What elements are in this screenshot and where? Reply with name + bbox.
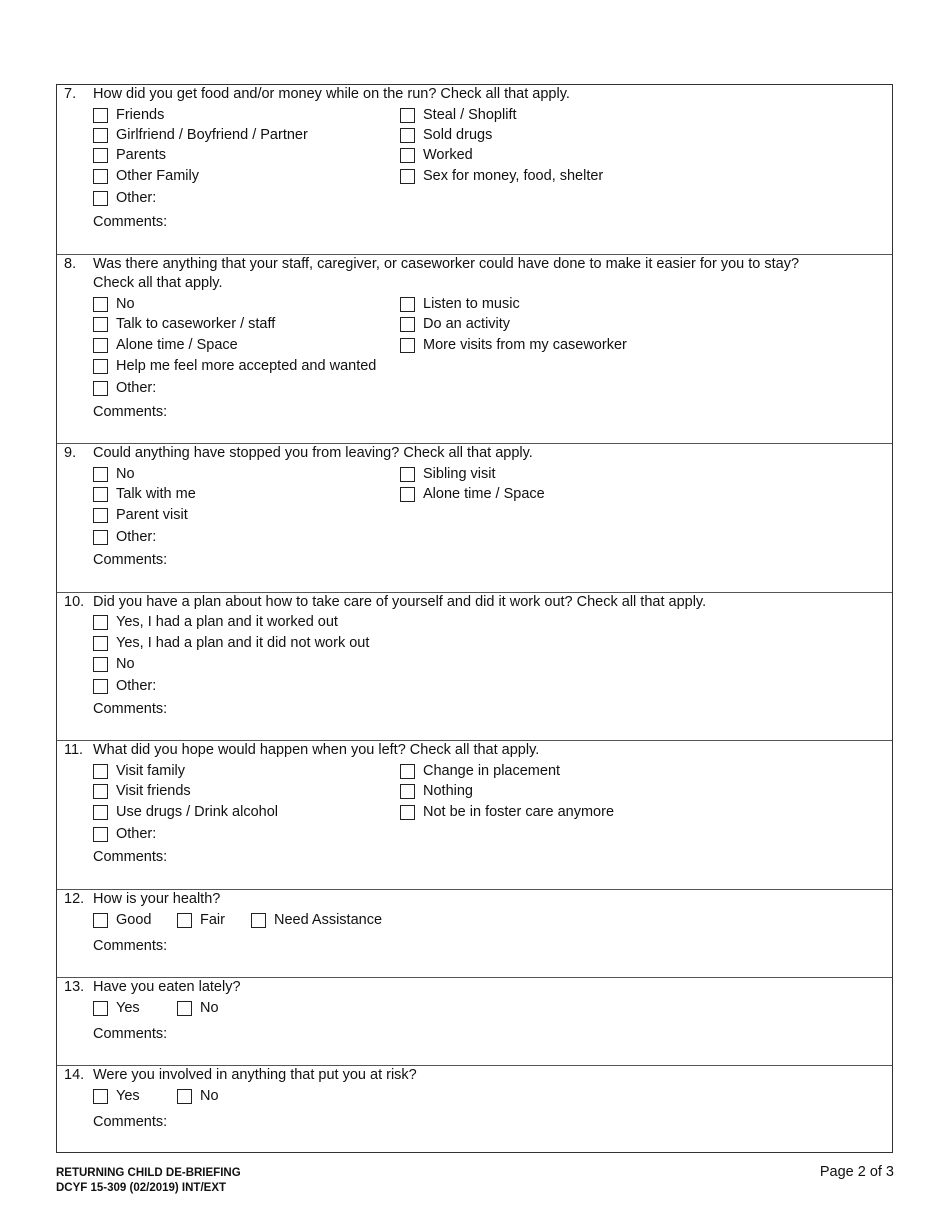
question-number: 12. xyxy=(64,891,85,907)
option-label: Sex for money, food, shelter xyxy=(423,168,604,184)
option-label: Yes xyxy=(116,1088,140,1104)
question-number: 11. xyxy=(64,742,84,758)
option-label: Girlfriend / Boyfriend / Partner xyxy=(116,127,308,143)
question-instruction: Check all that apply. xyxy=(93,275,223,291)
option-label: Parents xyxy=(116,147,166,163)
option-sibling-visit[interactable] xyxy=(400,465,496,483)
checkbox[interactable] xyxy=(93,615,108,630)
checkbox[interactable] xyxy=(93,679,108,694)
option-more-visits[interactable] xyxy=(400,336,627,354)
option-partner[interactable] xyxy=(93,126,308,144)
checkbox[interactable] xyxy=(93,467,108,482)
option-label: Visit family xyxy=(116,763,186,779)
checkbox[interactable] xyxy=(93,359,108,374)
checkbox[interactable] xyxy=(400,108,415,123)
question-text: How did you get food and/or money while on the run? Check all that apply. xyxy=(93,86,570,102)
question-text: How is your health? xyxy=(93,891,221,907)
checkbox[interactable] xyxy=(400,297,415,312)
option-label: No xyxy=(200,1088,219,1104)
option-parent-visit[interactable] xyxy=(93,506,188,524)
option-nothing[interactable] xyxy=(400,782,473,800)
option-no[interactable] xyxy=(93,295,135,313)
question-text: Was there anything that your staff, caregiver, or caseworker could have done to make it easier for you to stay? xyxy=(93,256,800,272)
checkbox[interactable] xyxy=(93,169,108,184)
option-friends[interactable] xyxy=(93,106,164,124)
option-talk-to-caseworker[interactable] xyxy=(93,315,275,333)
comments-label: Comments: xyxy=(93,552,168,568)
checkbox[interactable] xyxy=(93,297,108,312)
question-14 xyxy=(57,1066,892,1154)
question-number: 8. xyxy=(64,256,77,272)
option-label: Other: xyxy=(116,826,157,842)
option-other[interactable] xyxy=(93,825,156,843)
question-12 xyxy=(57,890,892,978)
option-need-assistance[interactable] xyxy=(251,911,382,929)
checkbox[interactable] xyxy=(93,636,108,651)
question-11 xyxy=(57,741,892,890)
checkbox[interactable] xyxy=(93,764,108,779)
comments-label: Comments: xyxy=(93,938,168,954)
checkbox[interactable] xyxy=(400,128,415,143)
question-number: 10. xyxy=(64,594,85,610)
form-footer xyxy=(56,1166,241,1196)
option-label: Other: xyxy=(116,678,157,694)
checkbox[interactable] xyxy=(93,317,108,332)
checkbox[interactable] xyxy=(93,487,108,502)
question-text: What did you hope would happen when you left? Check all that apply. xyxy=(93,742,540,758)
option-plan-did-not-work[interactable] xyxy=(93,634,369,652)
option-plan-worked[interactable] xyxy=(93,613,338,631)
option-label: No xyxy=(116,656,135,672)
checkbox[interactable] xyxy=(400,784,415,799)
option-label: Steal / Shoplift xyxy=(423,107,517,123)
question-7 xyxy=(57,85,892,255)
option-label: Sold drugs xyxy=(423,127,493,143)
option-label: Talk to caseworker / staff xyxy=(116,316,276,332)
comments-label: Comments: xyxy=(93,849,168,865)
checkbox[interactable] xyxy=(251,913,266,928)
question-text: Were you involved in anything that put you at risk? xyxy=(93,1067,417,1083)
option-yes[interactable] xyxy=(93,999,140,1017)
option-talk-with-me[interactable] xyxy=(93,485,196,503)
option-label: Nothing xyxy=(423,783,473,799)
checkbox[interactable] xyxy=(400,148,415,163)
option-label: Help me feel more accepted and wanted xyxy=(116,358,377,374)
checkbox[interactable] xyxy=(400,169,415,184)
checkbox[interactable] xyxy=(93,913,108,928)
question-number: 14. xyxy=(64,1067,85,1083)
question-number: 7. xyxy=(64,86,77,102)
option-label: Other: xyxy=(116,190,157,206)
option-label: No xyxy=(200,1000,219,1016)
comments-label: Comments: xyxy=(93,1114,168,1130)
option-parents[interactable] xyxy=(93,146,166,164)
option-worked[interactable] xyxy=(400,146,473,164)
option-label: Yes, I had a plan and it did not work out xyxy=(116,635,370,651)
checkbox[interactable] xyxy=(93,381,108,396)
option-label: Other Family xyxy=(116,168,199,184)
option-label: More visits from my caseworker xyxy=(423,337,627,353)
checkbox[interactable] xyxy=(400,317,415,332)
option-listen-to-music[interactable] xyxy=(400,295,520,313)
option-visit-family[interactable] xyxy=(93,762,185,780)
comments-label: Comments: xyxy=(93,404,168,420)
checkbox[interactable] xyxy=(93,128,108,143)
page-number: Page 2 of 3 xyxy=(819,1164,894,1180)
option-label: Do an activity xyxy=(423,316,511,332)
option-no[interactable] xyxy=(177,1087,219,1105)
question-text: Have you eaten lately? xyxy=(93,979,241,995)
comments-label: Comments: xyxy=(93,701,168,717)
option-label: Sibling visit xyxy=(423,466,496,482)
checkbox[interactable] xyxy=(177,1089,192,1104)
checkbox[interactable] xyxy=(93,338,108,353)
form-title: RETURNING CHILD DE-BRIEFING xyxy=(56,1167,241,1179)
comments-label: Comments: xyxy=(93,1026,168,1042)
option-steal[interactable] xyxy=(400,106,517,124)
option-label: Other: xyxy=(116,529,157,545)
checkbox[interactable] xyxy=(93,784,108,799)
checkbox[interactable] xyxy=(93,108,108,123)
checkbox[interactable] xyxy=(93,657,108,672)
question-text: Could anything have stopped you from leaving? Check all that apply. xyxy=(93,445,533,461)
option-label: Worked xyxy=(423,147,473,163)
question-9 xyxy=(57,444,892,593)
option-other-family[interactable] xyxy=(93,167,199,185)
option-label: No xyxy=(116,466,135,482)
option-no[interactable] xyxy=(93,465,135,483)
option-alone-time[interactable] xyxy=(93,336,238,354)
option-sex-for-money[interactable] xyxy=(400,167,603,185)
option-yes[interactable] xyxy=(93,1087,140,1105)
comments-label: Comments: xyxy=(93,214,168,230)
checkbox[interactable] xyxy=(177,1001,192,1016)
checkbox[interactable] xyxy=(93,1089,108,1104)
question-13 xyxy=(57,978,892,1066)
option-other[interactable] xyxy=(93,677,156,695)
option-label: Other: xyxy=(116,380,157,396)
question-10 xyxy=(57,593,892,741)
option-label: Parent visit xyxy=(116,507,188,523)
option-label: Visit friends xyxy=(116,783,191,799)
question-8 xyxy=(57,255,892,444)
checkbox[interactable] xyxy=(93,827,108,842)
checkbox[interactable] xyxy=(93,530,108,545)
checkbox[interactable] xyxy=(177,913,192,928)
checkbox[interactable] xyxy=(400,805,415,820)
option-label: Alone time / Space xyxy=(116,337,238,353)
option-label: Good xyxy=(116,912,152,928)
option-other[interactable] xyxy=(93,528,156,546)
debriefing-form xyxy=(56,84,893,1153)
option-label: Talk with me xyxy=(116,486,196,502)
option-label: Alone time / Space xyxy=(423,486,545,502)
option-feel-accepted[interactable] xyxy=(93,357,376,375)
question-number: 13. xyxy=(64,979,85,995)
option-label: Use drugs / Drink alcohol xyxy=(116,804,278,820)
option-fair[interactable] xyxy=(177,911,225,929)
option-label: Friends xyxy=(116,107,165,123)
option-label: Not be in foster care anymore xyxy=(423,804,615,820)
option-label: Yes xyxy=(116,1000,140,1016)
checkbox[interactable] xyxy=(93,805,108,820)
option-not-foster-care[interactable] xyxy=(400,803,614,821)
option-visit-friends[interactable] xyxy=(93,782,191,800)
option-no[interactable] xyxy=(93,655,135,673)
option-label: Listen to music xyxy=(423,296,520,312)
question-text: Did you have a plan about how to take care of yourself and did it work out? Check all that apply. xyxy=(93,594,707,610)
option-other[interactable] xyxy=(93,379,156,397)
option-do-activity[interactable] xyxy=(400,315,510,333)
option-use-drugs[interactable] xyxy=(93,803,278,821)
checkbox[interactable] xyxy=(400,487,415,502)
question-number: 9. xyxy=(64,445,77,461)
checkbox[interactable] xyxy=(93,1001,108,1016)
form-code: DCYF 15-309 (02/2019) INT/EXT xyxy=(56,1182,227,1194)
checkbox[interactable] xyxy=(400,764,415,779)
option-label: Need Assistance xyxy=(274,912,383,928)
option-change-placement[interactable] xyxy=(400,762,560,780)
option-label: Yes, I had a plan and it worked out xyxy=(116,614,338,630)
checkbox[interactable] xyxy=(93,148,108,163)
option-other[interactable] xyxy=(93,189,156,207)
checkbox[interactable] xyxy=(93,191,108,206)
checkbox[interactable] xyxy=(400,338,415,353)
option-alone-time[interactable] xyxy=(400,485,545,503)
checkbox[interactable] xyxy=(400,467,415,482)
checkbox[interactable] xyxy=(93,508,108,523)
option-label: No xyxy=(116,296,135,312)
option-sold-drugs[interactable] xyxy=(400,126,492,144)
option-label: Fair xyxy=(200,912,225,928)
option-no[interactable] xyxy=(177,999,219,1017)
option-good[interactable] xyxy=(93,911,151,929)
option-label: Change in placement xyxy=(423,763,561,779)
